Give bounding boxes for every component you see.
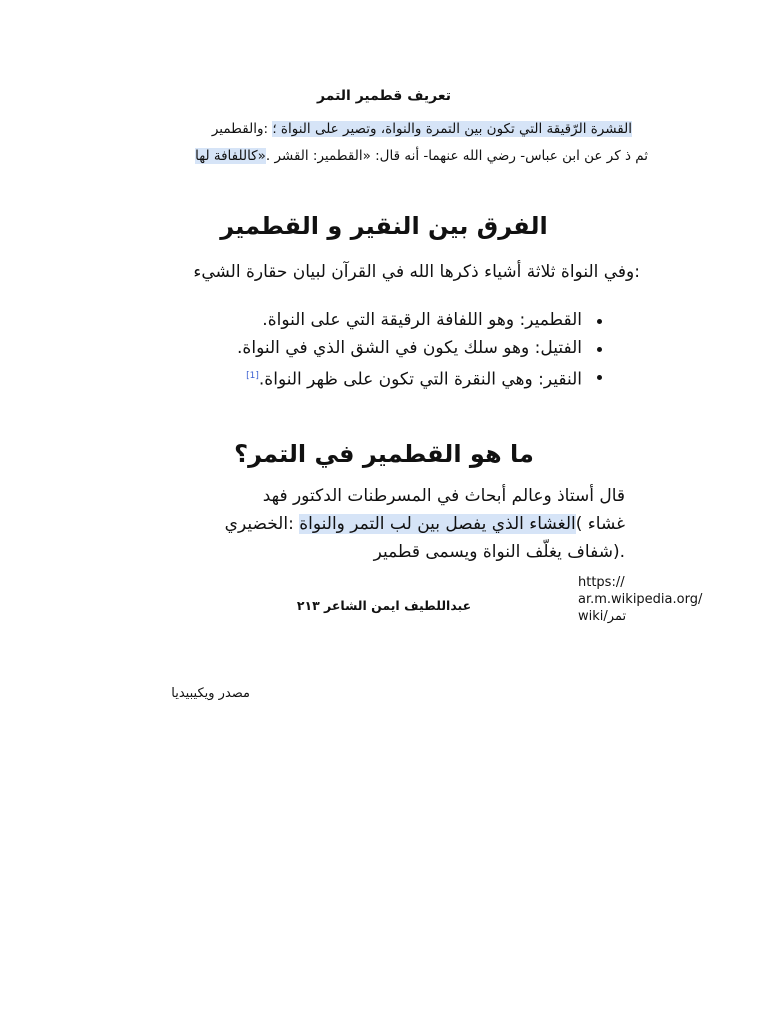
difference-intro: :وفي النواة ثلاثة أشياء ذكرها الله في القرآن لبيان حقارة الشيء [193,262,640,282]
list-item [237,306,582,334]
definition-quote: ثم ذ كر عن ابن عباس- رضي الله عنهما- أنه قال: «القطمير: القشر . [265,148,648,164]
what-line-2-start: غشاء ) [575,514,625,534]
bullet-icon [597,375,602,380]
link-line-3[interactable]: wiki/تمر [578,609,627,624]
what-paragraph [155,482,625,566]
list-item-text: النقير: وهي النقرة التي تكون على ظهر النواة. [258,369,582,390]
definition-highlight-1: القشرة الرّقيقة التي تكون بين التمرة والنواة، وتصير على النواة ؛ [272,121,632,137]
bullet-icon [597,319,602,324]
difference-list [237,306,582,394]
link-line-2[interactable]: ar.m.wikipedia.org/ [578,592,703,607]
what-line-2-end: :الخضيري [224,514,300,534]
definition-highlight-2: «كاللفافة لها [195,148,266,164]
document-title: تعريف قطمير التمر [316,88,452,104]
reference-marker[interactable]: [1] [246,371,259,381]
definition-line-1 [212,121,632,137]
what-highlight: الغشاء الذي يفصل بين لب التمر والنواة [299,514,576,534]
source-note: مصدر ويكيبيديا [171,686,250,701]
list-item [237,362,582,394]
author-name: عبداللطيف ايمن الشاعر ٢١٣ [296,598,472,613]
list-item-text: القطمير: وهو اللفافة الرقيقة التي على النواة. [262,310,582,330]
list-item-text: الفتيل: وهو سلك يكون في الشق الذي في النواة. [237,338,582,358]
bullet-icon [597,347,602,352]
heading-difference: الفرق بين النقير و القطمير [220,212,548,240]
list-item [237,334,582,362]
heading-what: ما هو القطمير في التمر؟ [234,440,534,468]
definition-line-2 [195,148,648,164]
definition-label: :والقطمير [211,121,273,137]
what-line-2 [155,510,625,538]
what-line-1: قال أستاذ وعالم أبحاث في المسرطنات الدكتور فهد [262,486,625,506]
link-line-1[interactable]: https:// [578,575,625,590]
what-line-3: .(شفاف يغلّف النواة ويسمى قطمير [373,542,625,562]
